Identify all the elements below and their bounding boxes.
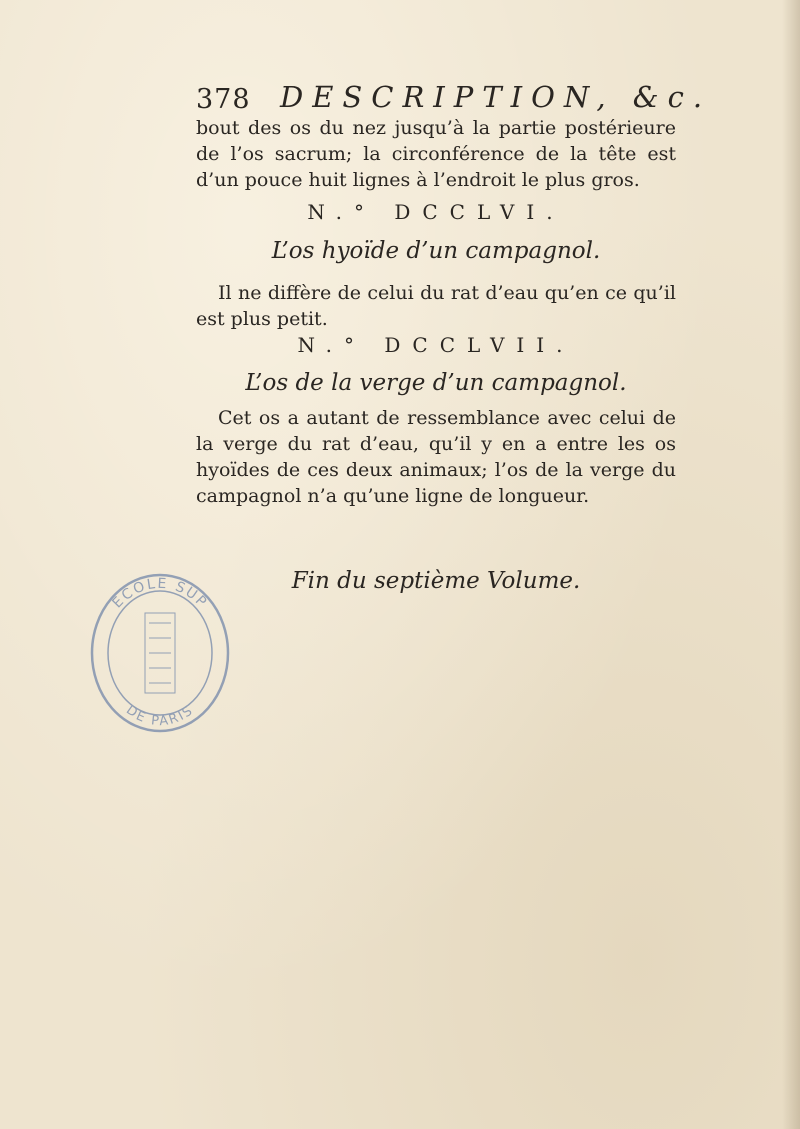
running-title: DESCRIPTION, &c. — [280, 80, 712, 114]
page-number: 378 — [196, 84, 251, 115]
section-number-756: N.° DCCLVI. — [307, 200, 565, 224]
paragraph-hyoid: Il ne diffère de celui du rat d’eau qu’en ce qu’il est plus petit. — [196, 282, 676, 330]
end-of-volume-note: Fin du septième Volume. — [291, 568, 581, 594]
section-number-757: N.° DCCLVII. — [297, 333, 575, 357]
library-stamp — [85, 568, 235, 738]
paragraph-continuation: bout des os du nez jusqu’à la partie postérieure de l’os sacrum; la circonférence de la tête est d’un pouce huit lignes à l’endroit le plus gros. — [196, 117, 676, 191]
paragraph-verge: Cet os a autant de ressemblance avec celui de la verge du rat d’eau, qu’il y en a entre les os hyoïdes de ces deux animaux; l’os de la verge du campagnol n’a qu’une ligne de longueur. — [196, 407, 676, 507]
svg-text:DE PARIS: DE PARIS — [123, 702, 197, 730]
section-title-verge: L’os de la verge d’un campagnol. — [245, 370, 627, 396]
section-title-hyoid: L’os hyoïde d’un campagnol. — [271, 238, 601, 264]
page-header — [196, 78, 712, 118]
page-edge-shadow — [782, 0, 800, 1129]
svg-text:ÉCOLE SUP: ÉCOLE SUP — [109, 575, 211, 612]
